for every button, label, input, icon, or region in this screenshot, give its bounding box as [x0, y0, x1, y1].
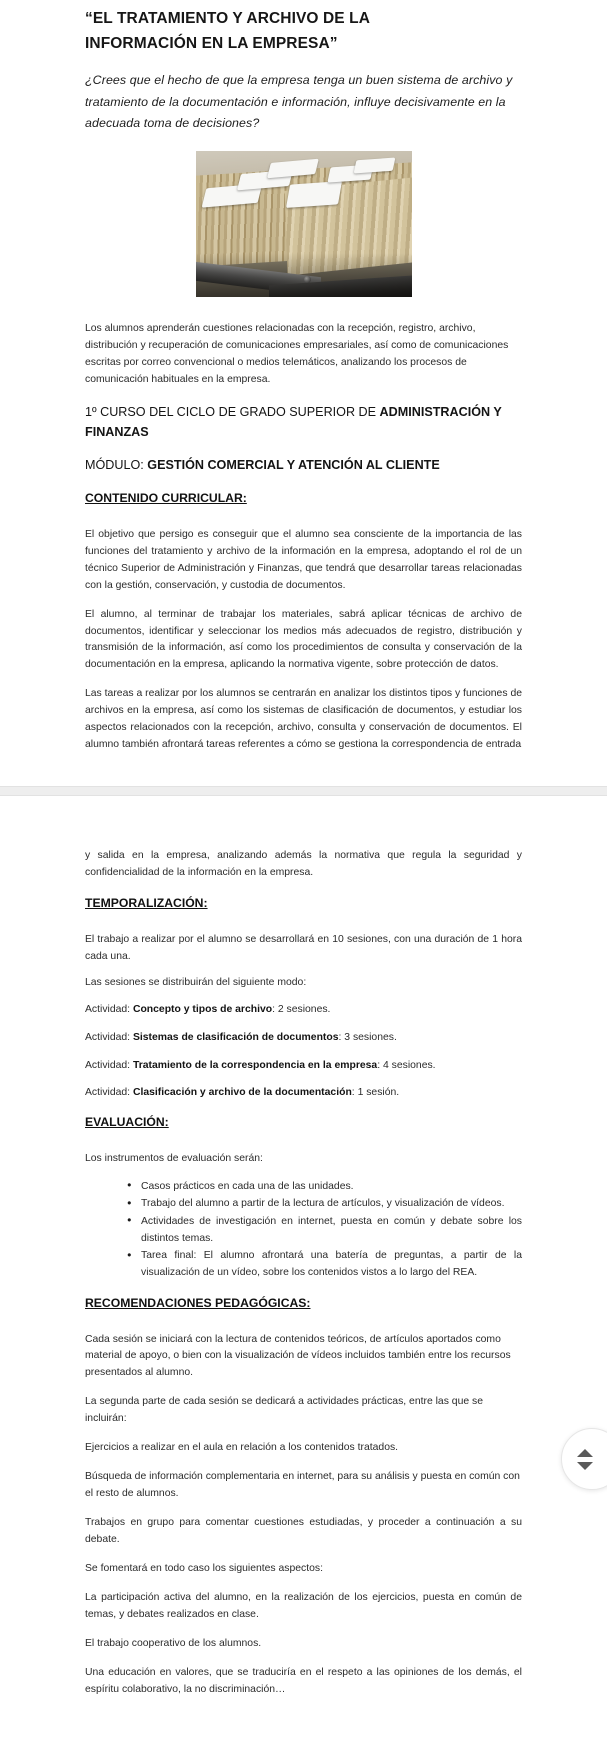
- temporalizacion-intro: El trabajo a realizar por el alumno se desarrollará en 10 sesiones, con una duración de 1 hora cada una.: [85, 933, 522, 962]
- recomendaciones-heading: RECOMENDACIONES PEDAGÓGICAS:: [85, 1295, 311, 1310]
- contenido-curricular-heading-wrap: [85, 489, 522, 516]
- activity-name: Concepto y tipos de archivo: [132, 1004, 273, 1016]
- recomendaciones-paragraph: Se fomentará en todo caso los siguientes aspectos:: [85, 1563, 323, 1575]
- contenido-paragraph: El objetivo que persigo es conseguir que el alumno sea consciente de la importancia de las funciones del tratamiento y archivo de la información en la empresa, adoptando el rol de un técnico Superior de Administración y Finanzas, que tendrá que desarrollar tareas relacionadas con la gestión, conservación, y custodia de documentos.: [85, 528, 522, 591]
- filing-cabinet-photo: [195, 150, 413, 298]
- activity-suffix: : 1 sesión.: [351, 1087, 400, 1099]
- activity-name: Sistemas de clasificación de documentos: [132, 1032, 339, 1044]
- activity-prefix: Actividad:: [85, 1004, 133, 1016]
- evaluacion-heading-wrap: [85, 1113, 522, 1140]
- recomendaciones-paragraph: La segunda parte de cada sesión se dedicará a actividades prácticas, entre las que se incluirán:: [85, 1396, 483, 1425]
- contenido-paragraph: Las tareas a realizar por los alumnos se centrarán en analizar los distintos tipos y funciones de archivos en la empresa, así como los sistemas de clasificación de documentos, y estudiar los aspectos relacionados con la recepción, archivo, consulta y conservación de documentos. El alumno también afrontará tareas referentes a cómo se gestiona la correspondencia de entrada: [85, 688, 522, 751]
- contenido-paragraph: El alumno, al terminar de trabajar los materiales, sabrá aplicar técnicas de archivo de documentos, identificar y seleccionar los medios más adecuados de registro, distribución y transmisión de la información, así como los procedimientos de consulta y conservación de la documentación en la empresa, aplicando la normativa vigente, sobre protección de datos.: [85, 608, 522, 671]
- module-value: GESTIÓN COMERCIAL Y ATENCIÓN AL CLIENTE: [147, 458, 440, 473]
- recomendaciones-paragraph: Cada sesión se iniciará con la lectura de contenidos teóricos, de artículos aportados como material de apoyo, o bien con la visualización de vídeos incluidos también entre los recursos presentados al alumno.: [85, 1333, 511, 1379]
- document-page-1: [0, 0, 607, 786]
- activity-prefix: Actividad:: [85, 1032, 133, 1044]
- module-label: MÓDULO:: [85, 458, 148, 473]
- activity-name: Clasificación y archivo de la documentación: [132, 1087, 352, 1099]
- document-page-2: [0, 796, 607, 1739]
- recomendaciones-heading-wrap: [85, 1294, 522, 1321]
- activity-prefix: Actividad:: [85, 1059, 133, 1071]
- activity-item: [85, 1002, 522, 1019]
- evaluacion-heading: EVALUACIÓN:: [85, 1115, 169, 1130]
- folder-tab: [286, 181, 342, 208]
- activity-suffix: : 4 sesiones.: [377, 1059, 436, 1071]
- module-line: [85, 455, 522, 475]
- recomendaciones-paragraph: Ejercicios a realizar en el aula en relación a los contenidos tratados.: [85, 1442, 399, 1454]
- recomendaciones-paragraph: Trabajos en grupo para comentar cuestiones estudiadas, y proceder a continuación a su debate.: [85, 1517, 522, 1546]
- activity-item: [85, 1058, 522, 1075]
- list-item: ● Actividades de investigación en internet, puesta en común y debate sobre los distintos temas.: [127, 1214, 522, 1247]
- page-separator: [0, 786, 607, 796]
- temporalizacion-distribution-intro: Las sesiones se distribuirán del siguiente modo:: [85, 976, 307, 988]
- figure: [85, 150, 522, 303]
- recomendaciones-paragraph: Una educación en valores, que se traduciría en el respeto a las opiniones de los demás, el espíritu colaborativo, la no discriminación…: [85, 1666, 522, 1695]
- activity-item: [85, 1085, 522, 1102]
- intro-paragraph: Los alumnos aprenderán cuestiones relacionadas con la recepción, registro, archivo, distribución y recuperación de comunicaciones empresariales, así como de comunicaciones escritas por correo convencional o medios telemáticos, analizando los procesos de comunicación habituales en la empresa.: [85, 323, 509, 385]
- activity-suffix: : 2 sesiones.: [272, 1004, 331, 1016]
- temporalizacion-heading-wrap: [85, 894, 522, 921]
- intro-question: ¿Crees que el hecho de que la empresa tenga un buen sistema de archivo y tratamiento de la documentación e información, influye decisivamente en la adecuada toma de decisiones?: [85, 73, 513, 130]
- activity-prefix: Actividad:: [85, 1087, 133, 1099]
- list-item: ● Tarea final: El alumno afrontará una batería de preguntas, a partir de la visualización de un vídeo, sobre los contenidos vistos a lo largo del REA.: [127, 1248, 522, 1281]
- recomendaciones-paragraph: Búsqueda de información complementaria en internet, para su análisis y puesta en común con el resto de alumnos.: [85, 1471, 520, 1500]
- contenido-continuation: y salida en la empresa, analizando además la normativa que regula la seguridad y confidencialidad de la información en la empresa.: [85, 850, 522, 878]
- folder-tab: [354, 157, 396, 173]
- triangle-up-icon[interactable]: [577, 1449, 593, 1457]
- recomendaciones-paragraph: El trabajo cooperativo de los alumnos.: [85, 1637, 262, 1649]
- photo-shadow: [196, 253, 412, 297]
- temporalizacion-heading: TEMPORALIZACIÓN:: [85, 895, 208, 910]
- triangle-down-icon[interactable]: [577, 1462, 593, 1470]
- evaluacion-intro: Los instrumentos de evaluación serán:: [85, 1153, 263, 1165]
- activity-item: [85, 1030, 522, 1047]
- list-item: ● Casos prácticos en cada una de las unidades.: [127, 1179, 522, 1196]
- course-line: [85, 402, 522, 443]
- course-value: ADMINISTRACIÓN Y FINANZAS: [85, 404, 502, 439]
- list-item: ● Trabajo del alumno a partir de la lectura de artículos, y visualización de vídeos.: [127, 1196, 522, 1213]
- course-label: 1º CURSO DEL CICLO DE GRADO SUPERIOR DE: [85, 404, 380, 419]
- activity-suffix: : 3 sesiones.: [338, 1032, 397, 1044]
- recomendaciones-paragraph: La participación activa del alumno, en la realización de los ejercicios, puesta en común de temas, y debates realizados en clase.: [85, 1591, 522, 1620]
- contenido-curricular-heading: CONTENIDO CURRICULAR:: [85, 490, 247, 505]
- activity-name: Tratamiento de la correspondencia en la empresa: [132, 1059, 378, 1071]
- page-title: “EL TRATAMIENTO Y ARCHIVO DE LA INFORMACIÓN EN LA EMPRESA”: [85, 10, 370, 53]
- evaluacion-list: [85, 1179, 522, 1282]
